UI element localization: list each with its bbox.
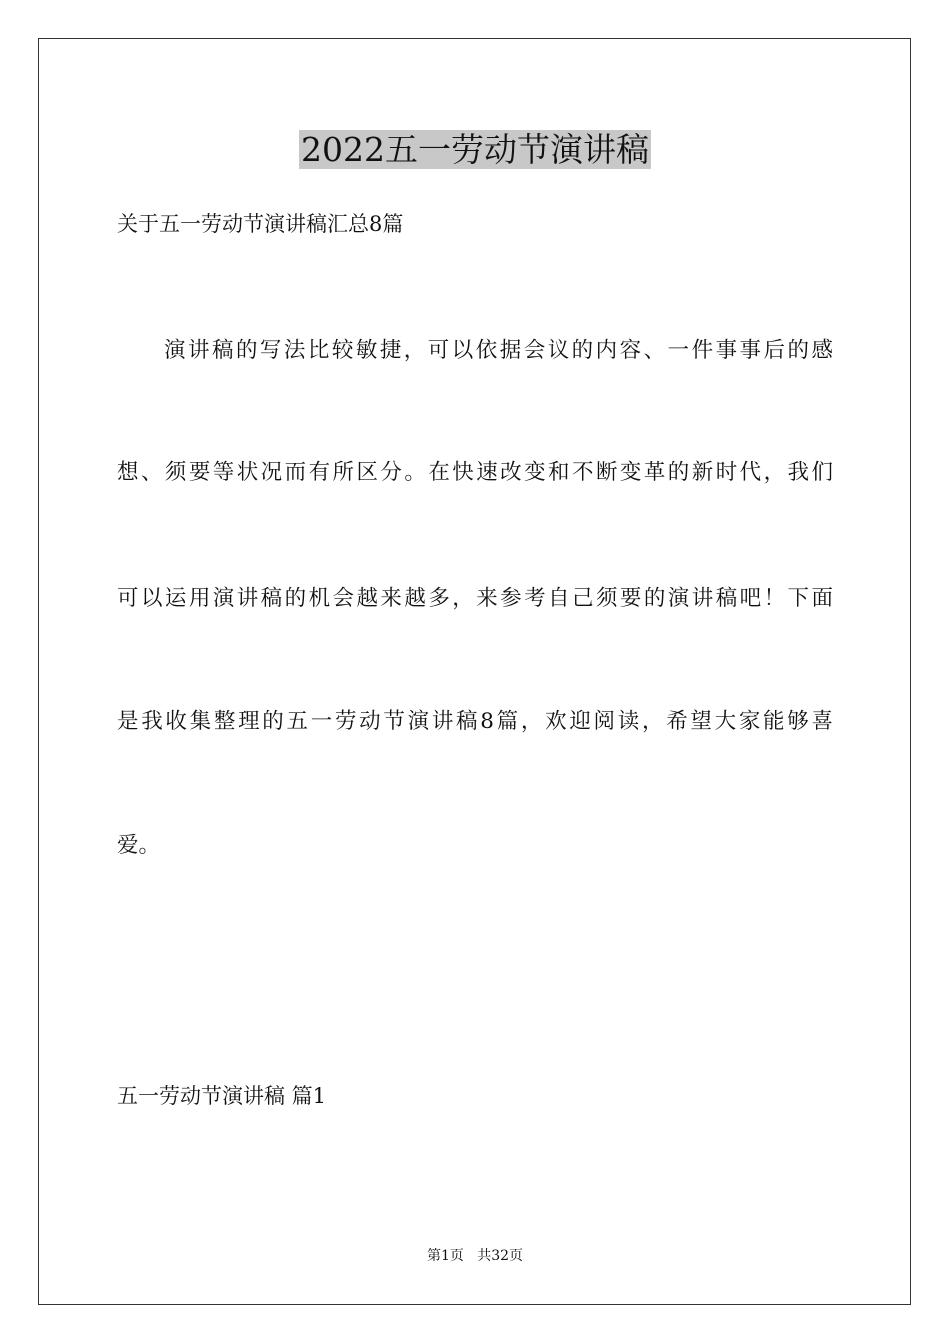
page-footer-page-number: 第1页 共32页 bbox=[426, 1248, 524, 1264]
document-title bbox=[0, 128, 950, 172]
intro-paragraph-line-2: 想、须要等状况而有所区分。在快速改变和不断变革的新时代，我们 bbox=[117, 460, 833, 485]
intro-paragraph-line-1: 演讲稿的写法比较敏捷，可以依据会议的内容、一件事事后的感 bbox=[164, 338, 833, 363]
section-heading-part-1: 五一劳动节演讲稿 篇1 bbox=[117, 1084, 327, 1108]
intro-paragraph-line-5: 爱。 bbox=[117, 833, 161, 858]
intro-paragraph-line-4: 是我收集整理的五一劳动节演讲稿8篇，欢迎阅读，希望大家能够喜 bbox=[117, 709, 833, 734]
document-subtitle: 关于五一劳动节演讲稿汇总8篇 bbox=[117, 212, 404, 236]
title-text-highlighted: 2022五一劳动节演讲稿 bbox=[301, 130, 649, 169]
intro-paragraph-line-3: 可以运用演讲稿的机会越来越多，来参考自己须要的演讲稿吧！下面 bbox=[117, 586, 833, 611]
